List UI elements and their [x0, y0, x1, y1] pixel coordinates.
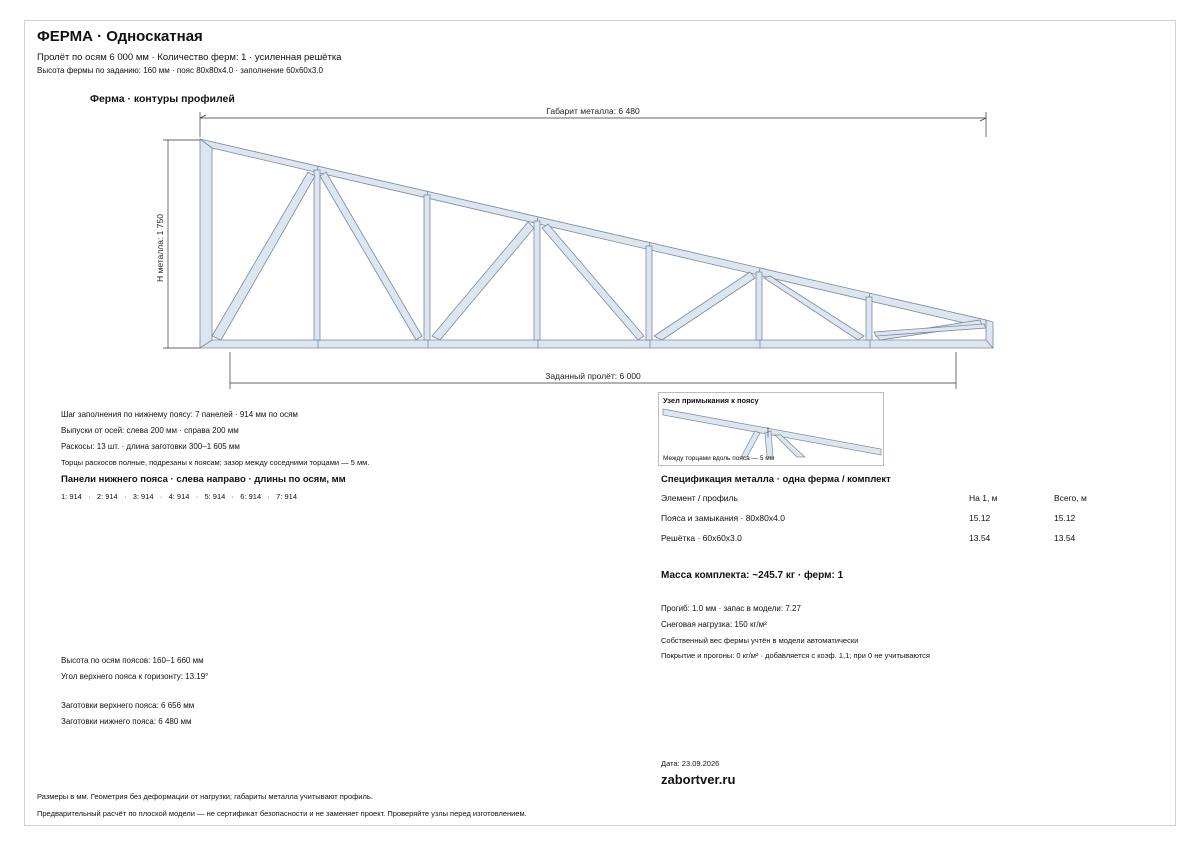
bottom-blanks-text: Заготовки нижнего пояса: 6 480 мм: [61, 717, 192, 726]
vertical-3: [534, 221, 540, 340]
diagonal: [320, 172, 422, 340]
node-detail-box: [658, 392, 884, 466]
truss-members: [200, 139, 993, 348]
spec-header-per-one: На 1, м: [969, 493, 998, 503]
diagonal: [432, 222, 534, 340]
roofing-text: Покрытие и прогоны: 0 кг/м² · добавляется с коэф. 1,1; при 0 не учитываются: [661, 651, 930, 660]
spec-total: 13.54: [1054, 533, 1076, 543]
panel-length: 7: 914: [276, 492, 298, 501]
brand-logo-text[interactable]: zabortver.ru: [661, 772, 736, 787]
spec-per-one: 15.12: [969, 513, 991, 523]
drawing-section-title: Ферма · контуры профилей: [90, 93, 235, 105]
spec-header-element: Элемент / профиль: [661, 493, 738, 503]
dim-height: [155, 140, 200, 348]
node-detail-title: Узел примыкания к поясу: [663, 396, 759, 405]
self-weight-text: Собственный вес фермы учтён в модели автоматически: [661, 636, 859, 645]
spec-total: 15.12: [1054, 513, 1076, 523]
panels-title: Панели нижнего пояса · слева направо · длины по осям, мм: [61, 474, 346, 485]
panel-length: 1: 914: [61, 492, 82, 501]
vertical-2: [424, 195, 430, 340]
snow-load-text: Снеговая нагрузка: 150 кг/м²: [661, 620, 767, 629]
dim-bottom-label: Заданный пролёт: 6 000: [545, 371, 641, 381]
brace-ends-text: Торцы раскосов полные, подрезаны к поясам; зазор между соседними торцами — 5 мм.: [61, 458, 370, 467]
spec-header-total: Всего, м: [1054, 493, 1087, 503]
footer-note-dimensions: Размеры в мм. Геометрия без деформации от нагрузки; габариты металла учитывают профиль.: [37, 792, 373, 801]
panel-length: 3: 914: [132, 492, 154, 501]
spec-per-one: 13.54: [969, 533, 991, 543]
footer-note-disclaimer: Предварительный расчёт по плоской модели — не сертификат безопасности и не заменяет проект. Проверяйте узлы перед изготовлением.: [37, 809, 527, 818]
spec-title: Спецификация металла · одна ферма / комплект: [661, 474, 891, 485]
vertical-1: [314, 170, 320, 340]
spec-element: Пояса и замыкания · 80x80x4.0: [661, 513, 785, 523]
dim-bottom: [230, 352, 956, 389]
vertical-6: [866, 297, 872, 340]
page-title: ФЕРМА · Односкатная: [37, 28, 203, 45]
dim-height-label: H металла: 1 750: [155, 214, 165, 282]
dim-top: [200, 106, 986, 137]
subtitle-height: Высота фермы по заданию: 160 мм · пояс 80x80x4.0 · заполнение 60x60x3.0: [37, 66, 323, 75]
subtitle-span: Пролёт по осям 6 000 мм · Количество ферм: 1 · усиленная решётка: [37, 52, 342, 63]
height-axes-text: Высота по осям поясов: 160–1 660 мм: [61, 656, 204, 665]
node-detail-caption: Между торцами вдоль пояса — 5 мм: [663, 455, 775, 462]
deflection-text: Прогиб: 1.0 мм · запас в модели: 7.27: [661, 604, 801, 613]
panel-length: 5: 914: [204, 492, 226, 501]
fill-step-text: Шаг заполнения по нижнему поясу: 7 панелей · 914 мм по осям: [61, 410, 298, 419]
panel-length: 2: 914: [96, 492, 118, 501]
diagonal: [874, 324, 986, 336]
bottom-chord: [200, 340, 993, 348]
date-text: Дата: 23.09.2026: [661, 759, 720, 768]
vertical-4: [646, 246, 652, 340]
angle-text: Угол верхнего пояса к горизонту: 13.19°: [61, 672, 209, 681]
vertical-5: [756, 272, 762, 340]
panels-list: 1: 914 · 2: 914 · 3: 914 · 4: 914 · 5: 914 · 6: 914 · 7: 914: [61, 492, 298, 501]
braces-text: Раскосы: 13 шт. · длина заготовки 300–1 605 мм: [61, 442, 240, 451]
dim-top-label: Габарит металла: 6 480: [546, 106, 640, 116]
top-blanks-text: Заготовки верхнего пояса: 6 656 мм: [61, 701, 195, 710]
panel-length: 4: 914: [168, 492, 190, 501]
kit-mass: Масса комплекта: ~245.7 кг · ферм: 1: [661, 570, 844, 581]
spec-element: Решётка · 60x60x3.0: [661, 533, 742, 543]
panel-length: 6: 914: [240, 492, 262, 501]
left-end-post: [200, 139, 212, 348]
diagonal: [654, 272, 755, 340]
overhangs-text: Выпуски от осей: слева 200 мм · справа 200 мм: [61, 426, 239, 435]
diagonal: [212, 172, 315, 340]
